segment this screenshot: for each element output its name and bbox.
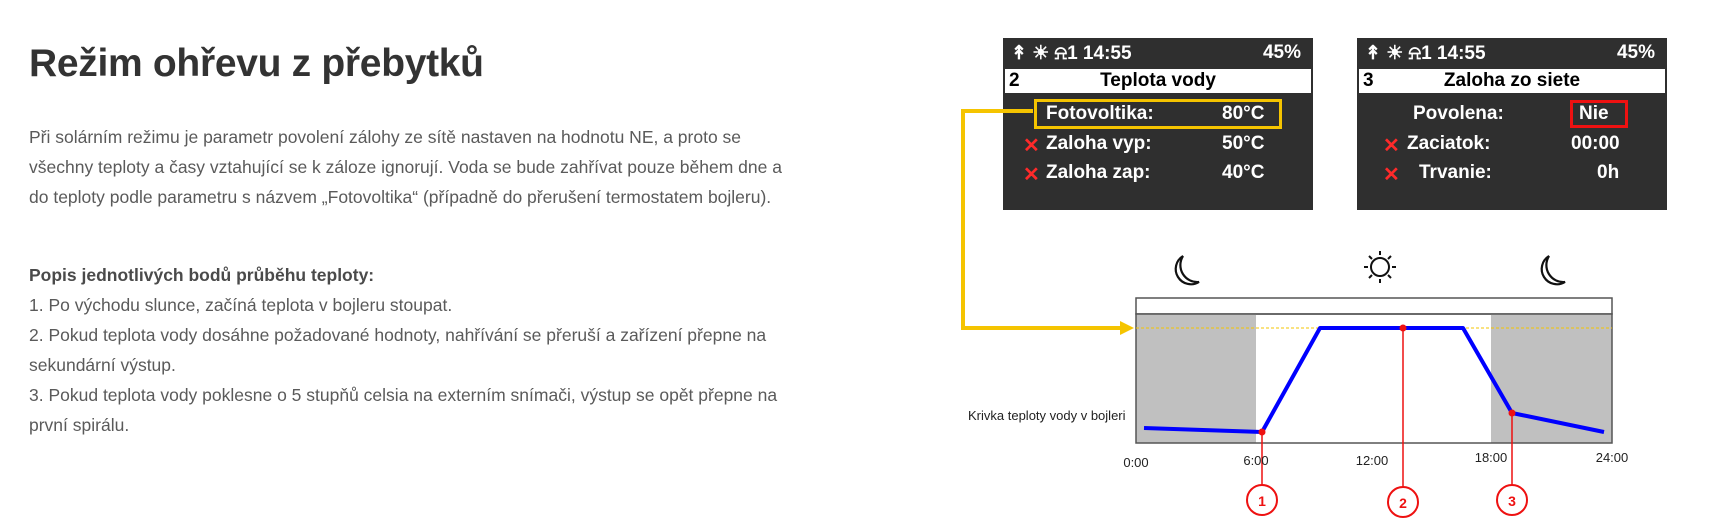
lcd-row-value: 00:00 bbox=[1571, 133, 1620, 154]
point-2: 2. Pokud teplota vody dosáhne požadované hodnoty, nahřívání se přeruší a zařízení přepne na sekundární výstup. bbox=[29, 325, 767, 375]
lcd-row-label: Povolena: bbox=[1413, 103, 1504, 124]
lcd-battery-percent: 45% bbox=[1262, 42, 1301, 63]
marker-dot bbox=[1259, 429, 1266, 436]
points-heading: Popis jednotlivých bodů průběhu teploty: bbox=[29, 265, 375, 285]
curve-label: Krivka teploty vody v bojleri bbox=[968, 408, 1126, 423]
cross-icon: ✕ bbox=[1383, 164, 1400, 186]
point-1: 1. Po východu slunce, začíná teplota v bojleru stoupat. bbox=[29, 295, 453, 315]
x-tick-label: 12:00 bbox=[1355, 453, 1389, 468]
marker-dot bbox=[1509, 410, 1516, 417]
marker-1-label: 1 bbox=[1258, 493, 1266, 509]
lcd-row-label: Zaloha vyp: bbox=[1046, 133, 1152, 154]
moon-icon bbox=[1542, 256, 1565, 284]
lcd-status-bar: ↟ ☀ ⍾1 14:55 bbox=[1011, 43, 1132, 64]
point-3: 3. Pokud teplota vody poklesne o 5 stupňů celsia na externím snímači, výstup se opět přepne na první spirálu. bbox=[29, 385, 778, 435]
x-tick-label: 0:00 bbox=[1123, 455, 1149, 470]
lcd-screen-title: Teplota vody bbox=[1100, 70, 1216, 91]
cross-icon: ✕ bbox=[1023, 164, 1040, 186]
cross-icon: ✕ bbox=[1023, 135, 1040, 157]
lcd-status-bar: ↟ ☀ ⍾1 14:55 bbox=[1365, 43, 1486, 64]
x-tick-label: 24:00 bbox=[1595, 450, 1629, 465]
chart-top-band bbox=[1136, 298, 1612, 314]
lcd-screen-number: 2 bbox=[1009, 70, 1020, 91]
night-band-right bbox=[1491, 314, 1612, 443]
lcd-row-label: Zaciatok: bbox=[1407, 133, 1491, 154]
lcd-row-label: Zaloha zap: bbox=[1046, 162, 1151, 183]
marker-dot bbox=[1400, 325, 1407, 332]
cross-icon: ✕ bbox=[1383, 135, 1400, 157]
arrow-head bbox=[1120, 321, 1134, 335]
intro-paragraph: Při solárním režimu je parametr povolení zálohy ze sítě nastaven na hodnotu NE, a proto se všechny teploty a časy vztahující se k záloze ignorují. Voda se bude zahřívat pouze během dne a do teploty podle parametru s názvem „Fotovoltika“ (případně do přerušení termostatem bojleru). bbox=[29, 127, 782, 207]
marker-3-label: 3 bbox=[1508, 493, 1516, 509]
lcd-screen-number: 3 bbox=[1363, 70, 1374, 91]
sun-icon bbox=[1364, 251, 1396, 283]
yellow-connector-arrow bbox=[963, 111, 1120, 328]
lcd-row-value: 40°C bbox=[1222, 162, 1265, 183]
lcd-screen-title: Zaloha zo siete bbox=[1443, 70, 1581, 91]
x-tick-label: 6:00 bbox=[1243, 453, 1269, 468]
lcd-battery-percent: 45% bbox=[1616, 42, 1655, 63]
lcd-row-value: 80°C bbox=[1222, 103, 1265, 124]
moon-icon bbox=[1176, 256, 1199, 284]
lcd-row-value: 50°C bbox=[1222, 133, 1265, 154]
lcd-row-value: 0h bbox=[1597, 162, 1620, 183]
lcd-row-value: Nie bbox=[1579, 103, 1609, 124]
night-band-left bbox=[1136, 314, 1256, 443]
lcd-row-label: Fotovoltika: bbox=[1046, 103, 1154, 124]
x-tick-label: 18:00 bbox=[1474, 450, 1508, 465]
lcd-row-label: Trvanie: bbox=[1419, 162, 1492, 183]
page-title: Režim ohřevu z přebytků bbox=[29, 42, 484, 85]
marker-2-label: 2 bbox=[1399, 495, 1407, 511]
